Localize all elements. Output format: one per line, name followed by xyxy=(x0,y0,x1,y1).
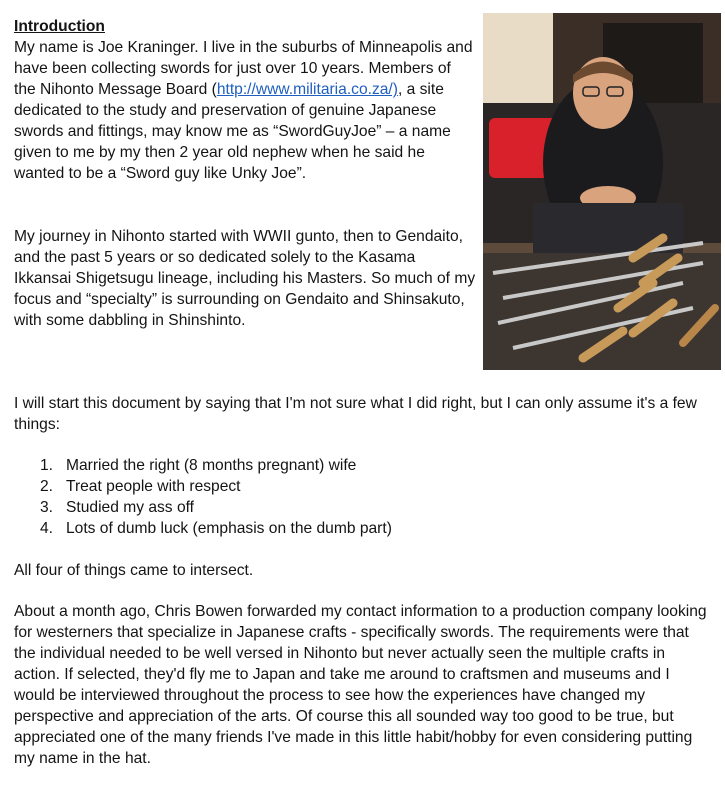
intro-heading: Introduction xyxy=(14,18,105,35)
list-item xyxy=(40,476,392,497)
list-text: Treat people with respect xyxy=(66,478,241,495)
author-photo xyxy=(483,13,721,370)
militaria-link[interactable]: http://www.militaria.co.za/) xyxy=(216,81,398,98)
numbered-list xyxy=(40,455,392,539)
author-photo-image xyxy=(483,13,721,370)
list-item xyxy=(40,455,392,476)
intro-section xyxy=(14,16,476,184)
intro-text-start: My name is Joe Kraninger. I live in the suburbs of Minneapolis and have been collecting swords for just over 10 years. Members of the Nihonto Message Board ( xyxy=(14,39,473,98)
list-number: 1. xyxy=(40,457,54,474)
list-text: Studied my ass off xyxy=(66,499,194,516)
list-item xyxy=(40,497,392,518)
list-text: Married the right (8 months pregnant) wife xyxy=(66,457,357,474)
month-ago-paragraph: About a month ago, Chris Bowen forwarded my contact information to a production company looking for westerners that specialize in Japanese crafts - specifically swords. The requirements were that the individual needed to be well versed in Nihonto but never actually seen the multiple crafts in action. If selected, they'd fly me to Japan and take me around to craftsmen and museums and I would be interviewed throughout the process to see how the experiences have changed my perspective and appreciation of the arts. Of course this all sounded way too good to be true, but appreciated one of the many friends I've made in this little habit/hobby for even considering putting my name in the hat. xyxy=(14,603,707,767)
journey-paragraph: My journey in Nihonto started with WWII gunto, then to Gendaito, and the past 5 years or so dedicated solely to the Kasama Ikkansai Shigetsugu lineage, including his Masters. So much of my focus and “specialty” is surrounding on Gendaito and Shinsakuto, with some dabbling in Shinshinto. xyxy=(14,228,476,329)
list-item xyxy=(40,518,392,539)
intro-paragraph xyxy=(14,37,476,184)
list-number: 3. xyxy=(40,499,54,516)
intro-text-end: , a site dedicated to the study and preservation of genuine Japanese swords and fittings, may know me as “SwordGuyJoe” – a name given to me by my then 2 year old nephew when he said he wanted to be a “Sword guy like Unky Joe”. xyxy=(14,81,451,182)
intersect-paragraph: All four of things came to intersect. xyxy=(14,562,254,579)
list-number: 2. xyxy=(40,478,54,495)
list-number: 4. xyxy=(40,520,54,537)
start-paragraph: I will start this document by saying that I'm not sure what I did right, but I can only assume it's a few things: xyxy=(14,395,697,433)
list-text: Lots of dumb luck (emphasis on the dumb part) xyxy=(66,520,392,537)
